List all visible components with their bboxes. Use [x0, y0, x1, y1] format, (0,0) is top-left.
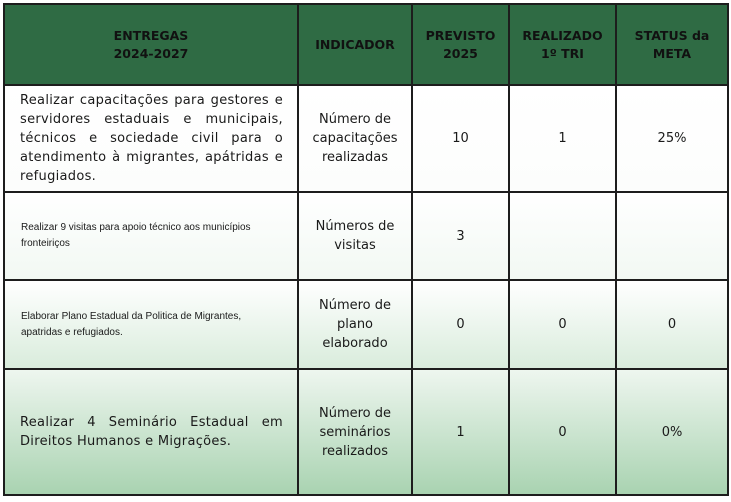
previsto-cell: 1 — [412, 369, 509, 495]
indicador-cell: Número de capacitações realizadas — [298, 85, 412, 192]
header-row — [4, 4, 728, 85]
indicador-cell: Número de seminários realizados — [298, 369, 412, 495]
col-header-entregas: ENTREGAS 2024-2027 — [4, 4, 298, 85]
previsto-cell: 3 — [412, 192, 509, 280]
previsto-cell: 10 — [412, 85, 509, 192]
entrega-cell: Realizar capacitações para gestores e servidores estaduais e municipais, técnicos e sociedade civil para o atendimento à migrantes, apátridas e refugiados. — [4, 85, 298, 192]
col-header-previsto: PREVISTO 2025 — [412, 4, 509, 85]
col-header-realizado: REALIZADO 1º TRI — [509, 4, 616, 85]
col-header-status: STATUS da META — [616, 4, 728, 85]
indicador-cell: Números de visitas — [298, 192, 412, 280]
table-row — [4, 369, 728, 495]
previsto-cell: 0 — [412, 280, 509, 369]
table-row — [4, 280, 728, 369]
goals-table-container — [3, 3, 729, 496]
realizado-cell: 0 — [509, 280, 616, 369]
goals-table — [3, 3, 729, 496]
realizado-cell — [509, 192, 616, 280]
entrega-cell: Realizar 4 Seminário Estadual em Direitos Humanos e Migrações. — [4, 369, 298, 495]
entrega-cell: Realizar 9 visitas para apoio técnico aos municípios fronteiriços — [4, 192, 298, 280]
realizado-cell: 0 — [509, 369, 616, 495]
table-row — [4, 192, 728, 280]
col-header-indicador: INDICADOR — [298, 4, 412, 85]
realizado-cell: 1 — [509, 85, 616, 192]
status-cell: 0% — [616, 369, 728, 495]
status-cell: 25% — [616, 85, 728, 192]
entrega-cell: Elaborar Plano Estadual da Politica de Migrantes, apatridas e refugiados. — [4, 280, 298, 369]
status-cell — [616, 192, 728, 280]
table-row — [4, 85, 728, 192]
status-cell: 0 — [616, 280, 728, 369]
indicador-cell: Número de plano elaborado — [298, 280, 412, 369]
